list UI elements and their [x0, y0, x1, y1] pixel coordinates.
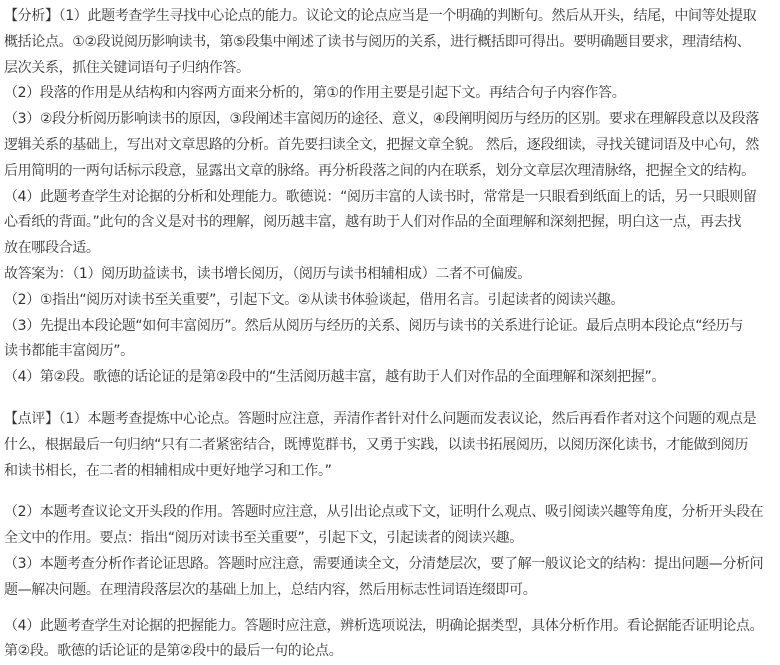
comment-section: [4, 407, 776, 665]
analysis-line: 概括论点。①②段说阅历影响读书，第⑤段集中阐述了读书与阅历的关系，进行概括即可得出。要明确题目要求，理清结构、: [4, 33, 751, 50]
answer-line: 读书都能丰富阅历”。: [4, 343, 134, 360]
answer-line: 故答案为：（1）阅历助益读书，读书增长阅历，（阅历与读书相辅相成）二者不可偏废。: [4, 265, 531, 282]
section-spacer: [4, 391, 776, 407]
analysis-line: （4）此题考查学生对论据的分析和处理能力。歌德说：“阅历丰富的人读书时，常常是一只眼看到纸面上的话，另一只眼则留: [4, 188, 757, 205]
analysis-section: [4, 4, 776, 391]
answer-line: （4）第②段。歌德的话论证的是第②段中的“生活阅历越丰富，越有助于人们对作品的全面理解和深刻把握”。: [4, 369, 666, 386]
comment-line: （4）此题考查学生对论据的把握能力。答题时应注意，辨析选项说法，明确论据类型，具体分析作用。看论据能否证明论点。: [4, 617, 764, 634]
comment-line: 第②段。歌德的话论证的是第②段中的最后一句的论点。: [4, 643, 343, 660]
analysis-line: 层次关系，抓住关键词语句子归纳作答。: [4, 59, 250, 76]
paragraph-spacer: [4, 484, 776, 500]
analysis-line: 心看纸的背面。”此句的含义是对书的理解，阅历越丰富，越有助于人们对作品的全面理解和深刻把握，明白这一点，再去找: [4, 214, 742, 231]
answer-line: （3）先提出本段论题“如何丰富阅历”。然后从阅历与经历的关系、阅历与读书的关系进行论证。最后点明本段论点“经历与: [4, 317, 744, 334]
comment-line: 全文中的作用。要点：指出“阅历对读书至关重要”，引起下文，引起读者的阅读兴趣。: [4, 530, 523, 547]
paragraph-spacer: [4, 604, 776, 614]
comment-line: 【点评】（1）本题考查提炼中心论点。答题时应注意，弄清作者针对什么问题而发表议论，然后再看作者对这个问题的观点是: [4, 410, 757, 427]
comment-line: （2）本题考查议论文开头段的作用。答题时应注意，从引出论点或下文，证明什么观点、吸引阅读兴趣等角度，分析开头段在: [4, 504, 764, 521]
analysis-line: 放在哪段合适。: [4, 240, 100, 257]
comment-line: 什么，根据最后一句归纳“只有二者紧密结合，既博览群书，又勇于实践，以读书拓展阅历，以阅历深化读书，才能做到阅历: [4, 436, 749, 453]
analysis-line: 【分析】（1）此题考查学生寻找中心论点的能力。议论文的论点应当是一个明确的判断句。然后从开头，结尾，中间等处提取: [4, 8, 757, 24]
analysis-line: 逻辑关系的基础上，写出对文章思路的分析。首先要扫读全文，把握文章全貌。 然后，逐段细读，寻找关键词语及中心句，然: [4, 136, 759, 153]
comment-line: 题—解决问题。在理清段落层次的基础上加上，总结内容，然后用标志性词语连缀即可。: [4, 581, 537, 598]
analysis-line: 后用简明的一两句话标示段意，显露出文章的脉络。再分析段落之间的内在联系，划分文章层次理清脉络，把握全文的结构。: [4, 162, 755, 179]
analysis-line: （2）段落的作用是从结构和内容两方面来分析的，第①的作用主要是引起下文。再结合句子内容作答。: [4, 85, 626, 102]
answer-line: （2）①指出“阅历对读书至关重要”，引起下文。②从读书体验谈起，借用名言。引起读者的阅读兴趣。: [4, 291, 625, 308]
comment-line: 和读书相长，在二者的相辅相成中更好地学习和工作。”: [4, 462, 332, 479]
analysis-line: （3）②段分析阅历影响读书的原因，③段阐述丰富阅历的途径、意义，④段阐明阅历与经历的区别。要求在理解段意以及段落: [4, 111, 759, 128]
comment-line: （3）本题考查分析作者论证思路。答题时应注意，需要通读全文，分清楚层次，要了解一般议论文的结构：提出问题—分析问: [4, 555, 764, 572]
